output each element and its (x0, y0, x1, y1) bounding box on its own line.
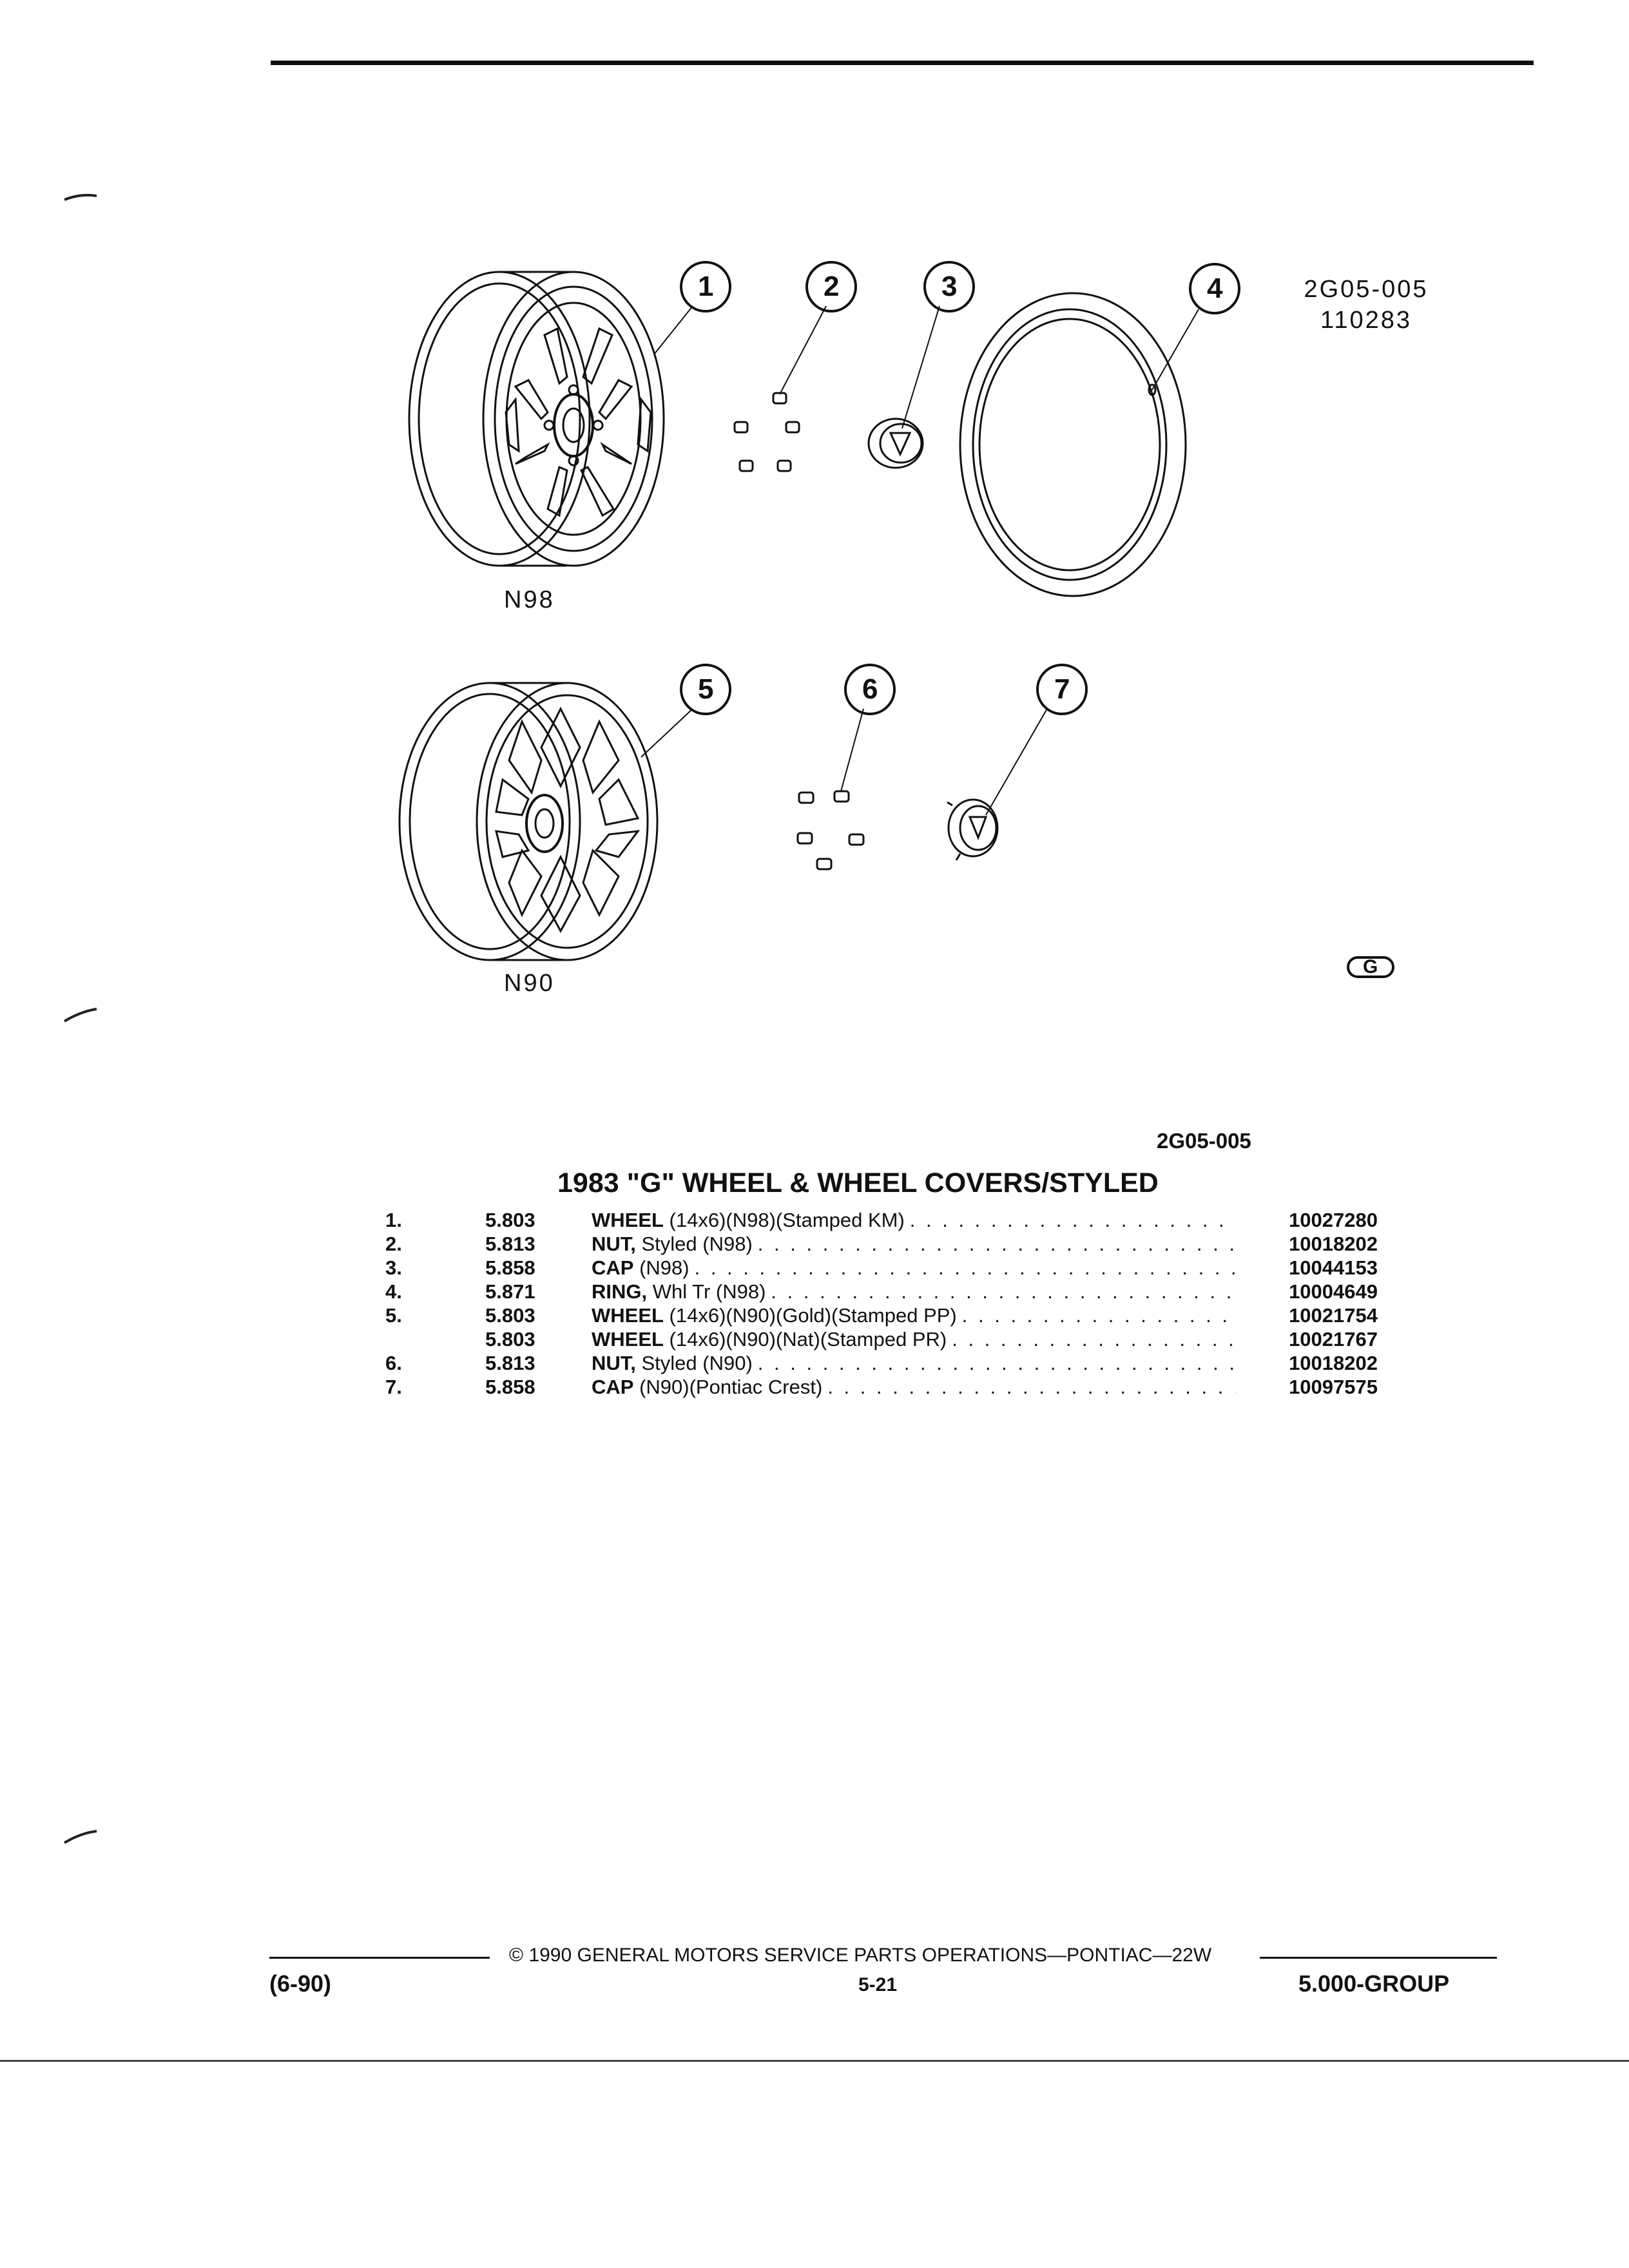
part-detail: (N90)(Pontiac Crest) (633, 1376, 823, 1398)
description (592, 1351, 1236, 1375)
callout-2: 2 (824, 271, 840, 302)
cap-n98-drawing (869, 419, 923, 468)
table-row (385, 1256, 1378, 1280)
row-number: 2. (385, 1233, 402, 1255)
part-name: RING, (592, 1280, 648, 1303)
part-name: NUT, (592, 1233, 636, 1255)
lug-nuts-n98-drawing (735, 393, 799, 471)
part-number: 10027280 (1289, 1209, 1378, 1231)
callout-1: 1 (698, 271, 714, 302)
part-name: CAP (592, 1376, 634, 1398)
leader-dots (695, 1256, 1236, 1280)
leader-dots (827, 1375, 1236, 1399)
group-code: 5.813 (485, 1233, 535, 1255)
group-code: 5.858 (485, 1256, 535, 1279)
leader-lines (641, 306, 1199, 815)
lug-nuts-n90-drawing (798, 791, 863, 869)
description (592, 1280, 1236, 1303)
description (592, 1232, 1236, 1256)
part-number: 10021767 (1289, 1328, 1378, 1350)
variant-label-n90: N90 (504, 970, 555, 997)
row-number: 7. (385, 1376, 402, 1398)
part-name: WHEEL (592, 1209, 664, 1231)
footer-copyright: © 1990 GENERAL MOTORS SERVICE PARTS OPERATIONS—PONTIAC—22W (509, 1945, 1212, 1966)
part-detail: Styled (N98) (635, 1233, 753, 1255)
leader-dots (771, 1280, 1236, 1303)
callout-3: 3 (941, 271, 958, 302)
illustration-date-code: 110283 (1320, 307, 1412, 334)
part-detail: (14x6)(N98)(Stamped KM) (663, 1209, 905, 1231)
part-name: CAP (592, 1256, 634, 1279)
wheel-n98-drawing (409, 272, 664, 566)
trim-ring-drawing (960, 293, 1186, 596)
table-row (385, 1327, 1378, 1351)
bottom-rule (0, 2060, 1629, 2062)
group-code: 5.858 (485, 1376, 535, 1398)
table-row (385, 1375, 1378, 1399)
group-code: 5.803 (485, 1209, 535, 1231)
table-row (385, 1303, 1378, 1327)
group-code: 5.813 (485, 1352, 535, 1374)
callout-6: 6 (862, 673, 878, 705)
part-number: 10097575 (1289, 1376, 1378, 1398)
callout-7: 7 (1054, 673, 1070, 705)
row-number: 1. (385, 1209, 402, 1231)
part-name: NUT, (592, 1352, 636, 1374)
description (592, 1256, 1236, 1280)
part-number: 10018202 (1289, 1233, 1378, 1255)
group-code: 5.803 (485, 1328, 535, 1350)
part-number: 10004649 (1289, 1280, 1378, 1303)
group-code: 5.803 (485, 1304, 535, 1327)
part-number: 10021754 (1289, 1304, 1378, 1327)
callout-circles (681, 262, 1239, 714)
part-name: WHEEL (592, 1304, 664, 1327)
part-detail: (14x6)(N90)(Nat)(Stamped PR) (663, 1328, 947, 1350)
logo-letter: G (1363, 956, 1378, 977)
wheel-n90-drawing (400, 683, 657, 960)
parts-illustration (0, 0, 1629, 1044)
part-detail: Whl Tr (N98) (647, 1280, 766, 1303)
part-detail: (N98) (633, 1256, 689, 1279)
description (592, 1327, 1236, 1351)
row-number: 3. (385, 1256, 402, 1279)
figure-code: 2G05-005 (1157, 1129, 1251, 1153)
footer-group: 5.000-GROUP (1298, 1970, 1450, 1997)
leader-dots (962, 1303, 1236, 1327)
row-number: 5. (385, 1304, 402, 1327)
group-code: 5.871 (485, 1280, 535, 1303)
row-number: 4. (385, 1280, 402, 1303)
leader-dots (758, 1351, 1236, 1375)
parts-table (385, 1208, 1378, 1399)
part-name: WHEEL (592, 1328, 664, 1350)
footer-page-number: 5-21 (858, 1974, 898, 1995)
leader-dots (758, 1232, 1236, 1256)
leader-dots (910, 1208, 1236, 1232)
illustration-code-block (1289, 274, 1443, 336)
table-row (385, 1280, 1378, 1303)
description (592, 1208, 1236, 1232)
table-row (385, 1351, 1378, 1375)
footer-revision: (6-90) (269, 1970, 332, 1997)
illustration-code: 2G05-005 (1304, 276, 1429, 303)
footer-rule-right (1260, 1957, 1497, 1959)
description (592, 1303, 1236, 1327)
part-detail: Styled (N90) (635, 1352, 753, 1374)
callout-4: 4 (1207, 273, 1223, 304)
table-row (385, 1208, 1378, 1232)
row-number: 6. (385, 1352, 402, 1374)
footer-rule-left (269, 1957, 490, 1959)
parts-list-title: 1983 "G" WHEEL & WHEEL COVERS/STYLED (557, 1168, 1159, 1198)
part-number: 10044153 (1289, 1256, 1378, 1279)
description (592, 1375, 1236, 1399)
part-detail: (14x6)(N90)(Gold)(Stamped PP) (663, 1304, 957, 1327)
leader-dots (952, 1327, 1236, 1351)
part-number: 10018202 (1289, 1352, 1378, 1374)
table-row (385, 1232, 1378, 1256)
variant-label-n98: N98 (504, 586, 555, 613)
callout-5: 5 (698, 673, 714, 705)
